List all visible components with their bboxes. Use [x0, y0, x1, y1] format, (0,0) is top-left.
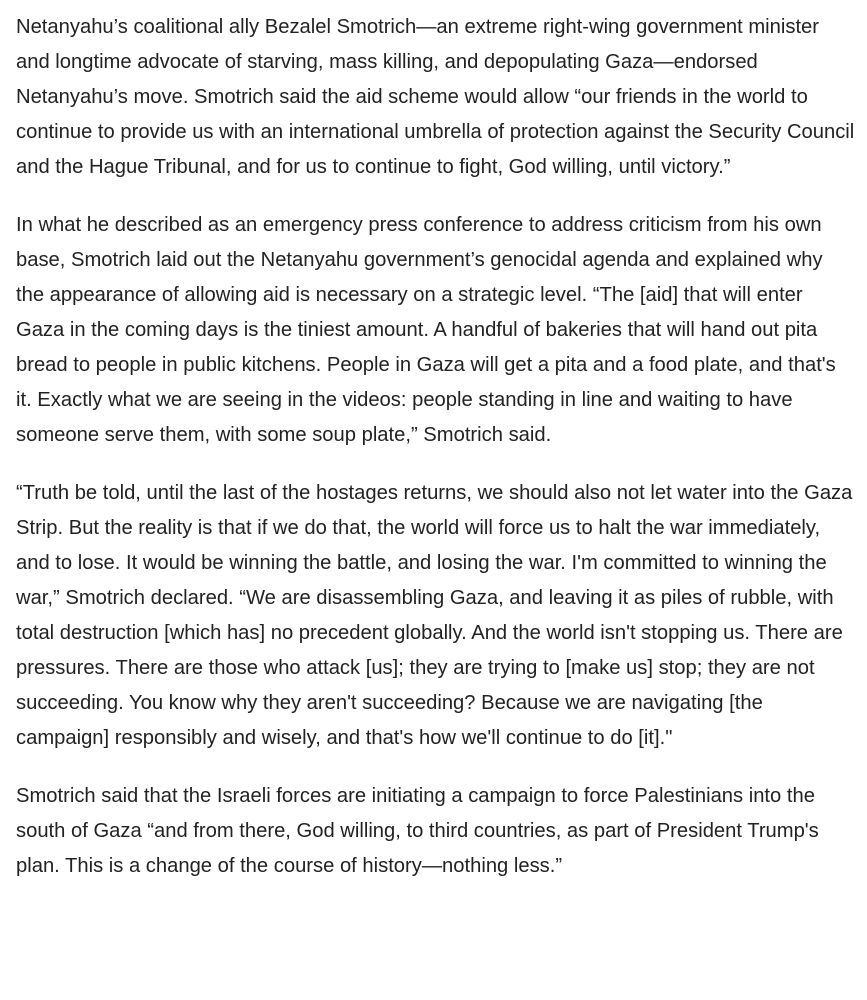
paragraph-smotrich-endorsement: Netanyahu’s coalitional ally Bezalel Smotrich—an extreme right-wing government minister and longtime advocate of starving, mass killing, and depopulating Gaza—endorsed Netanyahu’s move. Smotrich said the aid scheme would allow “our friends in the world to continue to provide us with an international umbrella of protection against the Security Council and the Hague Tribunal, and for us to continue to fight, God willing, until victory.” — [16, 16, 855, 178]
paragraph-campaign-south: Smotrich said that the Israeli forces are initiating a campaign to force Palestinians into the south of Gaza “and from there, God willing, to third countries, as part of President Trump's plan. This is a change of the course of history—nothing less.” — [16, 785, 819, 877]
paragraph-press-conference: In what he described as an emergency press conference to address criticism from his own base, Smotrich laid out the Netanyahu government’s genocidal agenda and explained why the appearance of allowing aid is necessary on a strategic level. “The [aid] that will enter Gaza in the coming days is the tiniest amount. A handful of bakeries that will hand out pita bread to people in public kitchens. People in Gaza will get a pita and a food plate, and that's it. Exactly what we are seeing in the videos: people standing in line and waiting to have someone serve them, with some soup plate,” Smotrich said. — [16, 214, 836, 446]
paragraph-water-quote: “Truth be told, until the last of the hostages returns, we should also not let water into the Gaza Strip. But the reality is that if we do that, the world will force us to halt the war immediately, and to lose. It would be winning the battle, and losing the war. I'm committed to winning the war,” Smotrich declared. “We are disassembling Gaza, and leaving it as piles of rubble, with total destruction [which has] no precedent globally. And the world isn't stopping us. There are pressures. There are those who attack [us]; they are trying to [make us] stop; they are not succeeding. You know why they aren't succeeding? Because we are navigating [the campaign] responsibly and wisely, and that's how we'll continue to do [it]." — [16, 482, 853, 749]
